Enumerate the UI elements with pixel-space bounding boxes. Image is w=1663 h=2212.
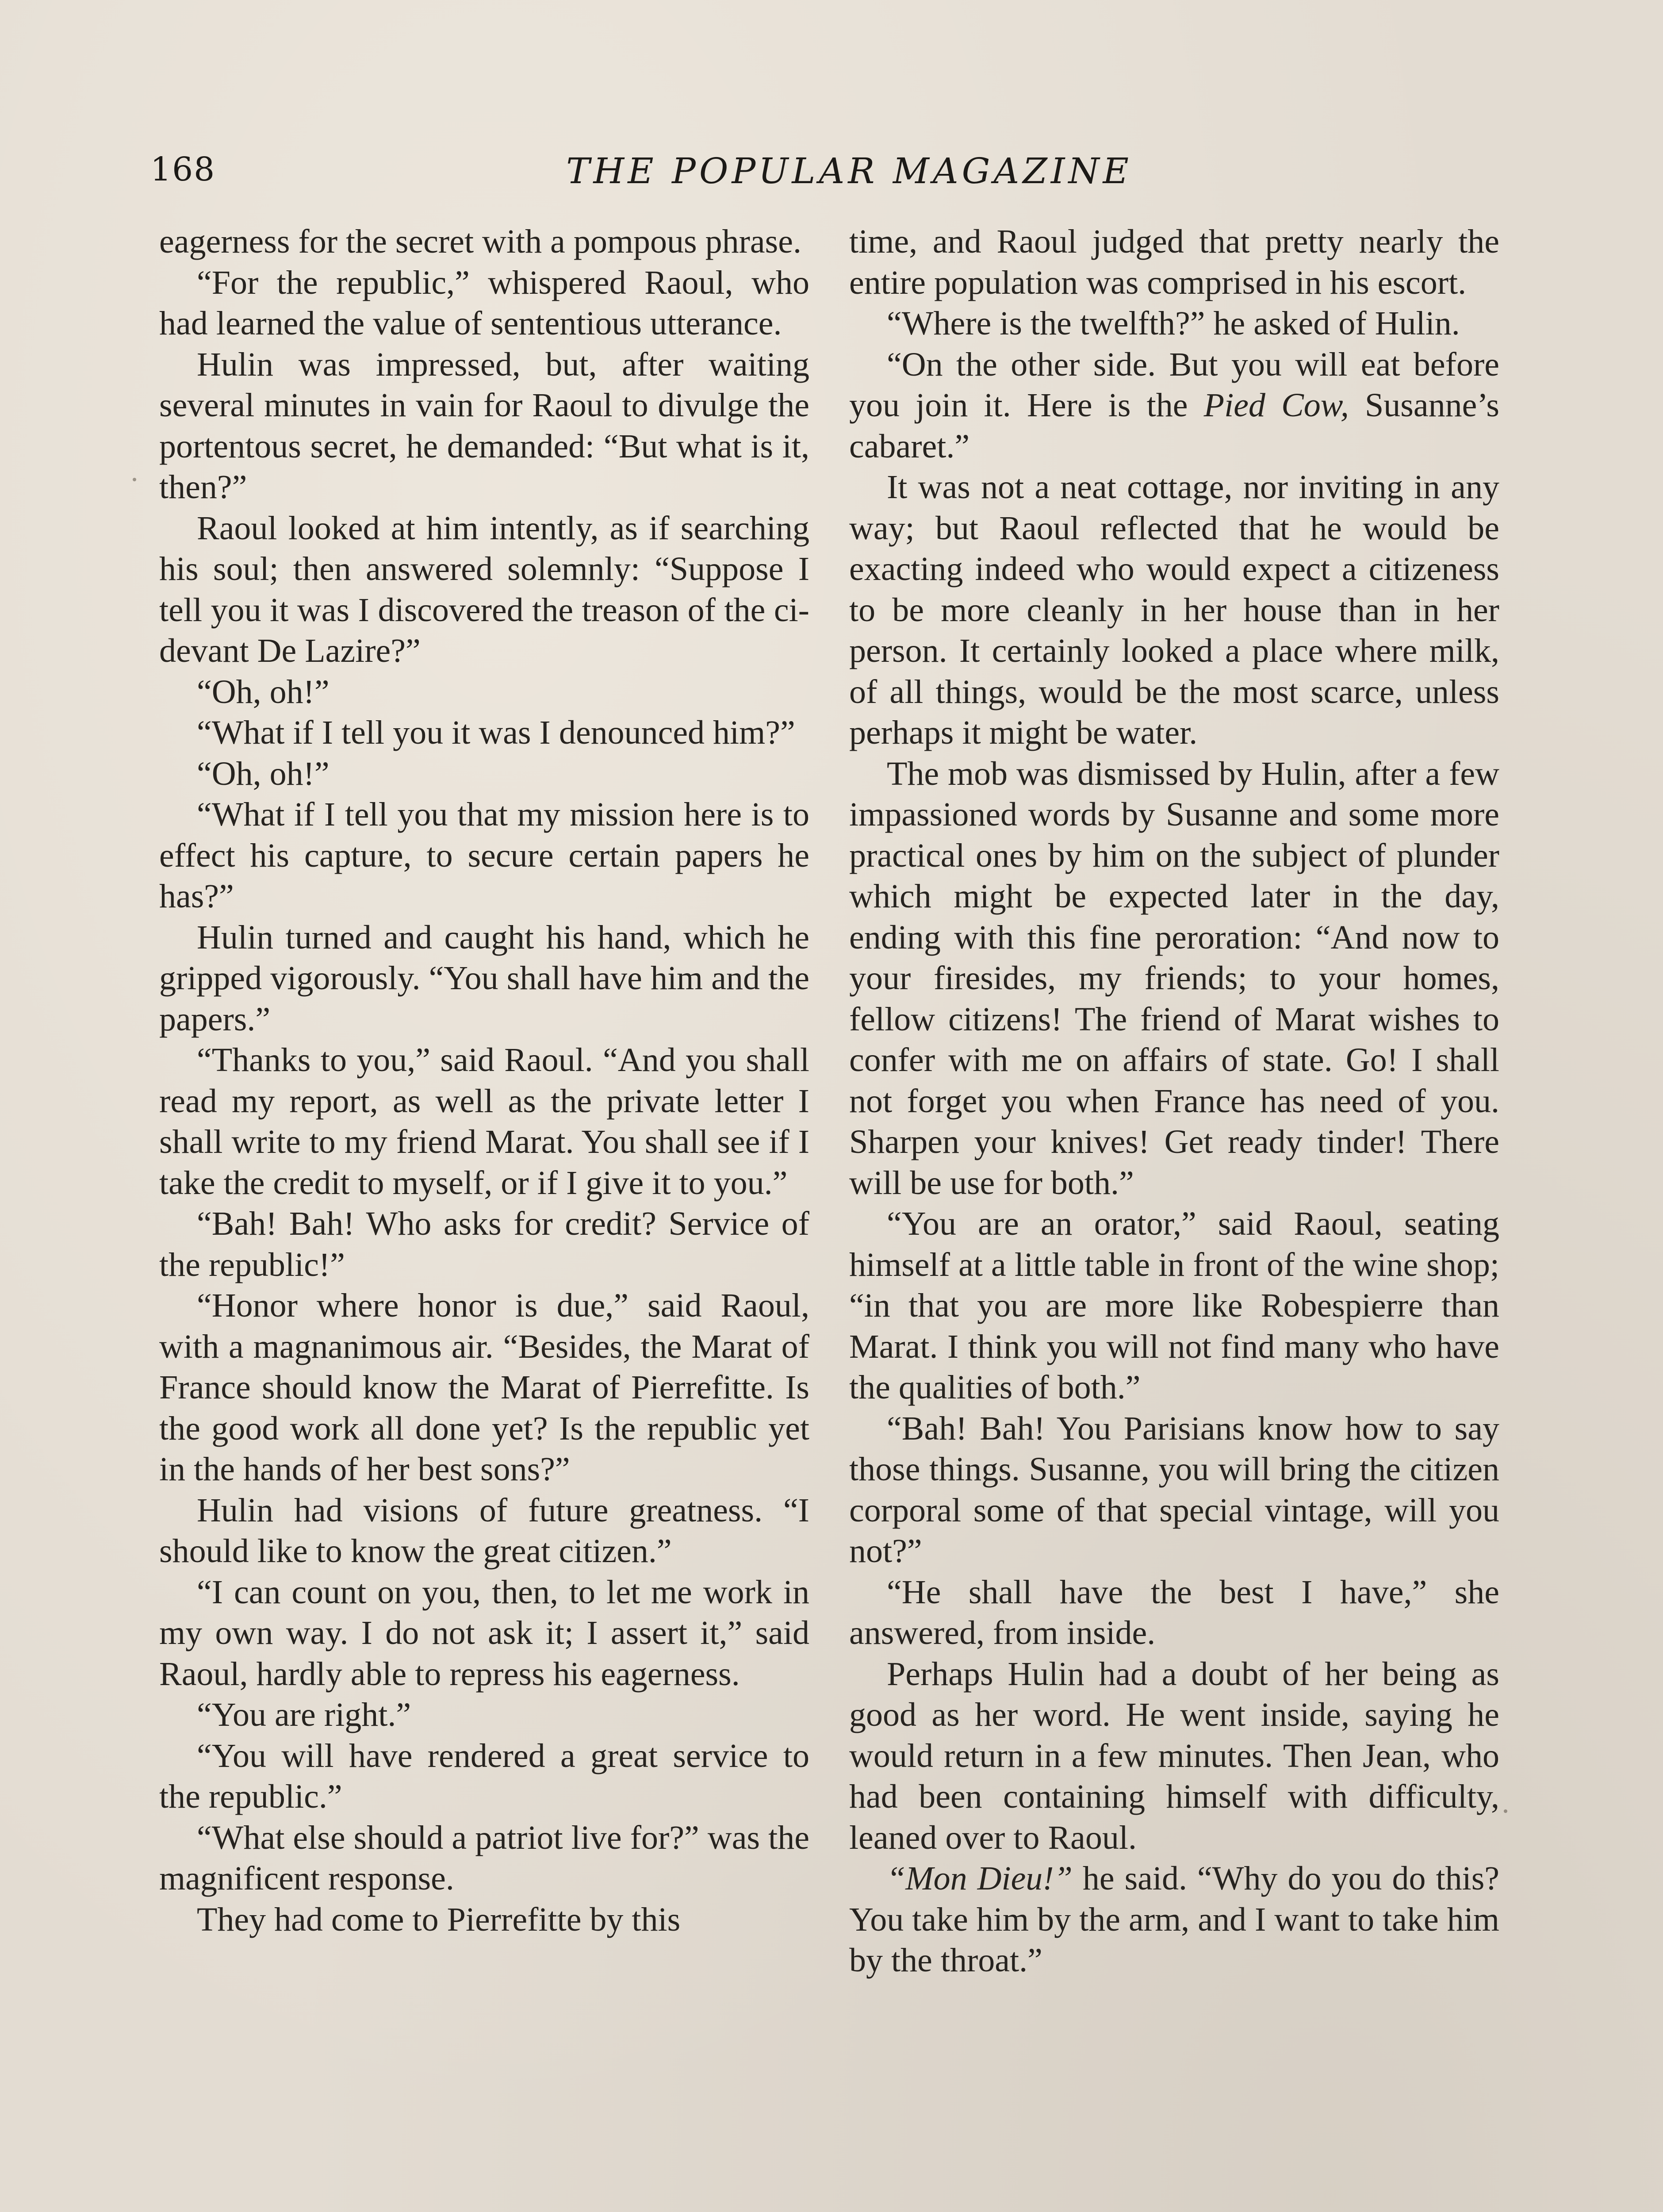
paragraph: “What if I tell you that my mission here is to effect his capture, to secure certain papers he has?” — [159, 796, 809, 915]
paragraph: “Bah! Bah! Who asks for credit? Service of the republic!” — [159, 1205, 809, 1283]
paragraph-text: “On the other side. But you will eat before you join it. Here is the — [849, 346, 1499, 424]
paragraph: “He shall have the best I have,” she answered, from inside. — [849, 1573, 1499, 1651]
paragraph: eagerness for the secret with a pompous phrase. — [159, 223, 801, 260]
paragraph: Hulin had visions of future greatness. “I should like to know the great citizen.” — [159, 1491, 809, 1570]
paragraph: They had come to Pierrefitte by this — [197, 1901, 681, 1938]
paragraph: “For the republic,” whispered Raoul, who had learned the value of sententious utterance. — [159, 264, 809, 342]
right-column — [849, 221, 1499, 1981]
running-head: THE POPULAR MAGAZINE — [566, 150, 1132, 192]
paragraph: “Oh, oh!” — [197, 755, 330, 792]
paragraph: Hulin was impressed, but, after waiting several minutes in vain for Raoul to divulge the portentous secret, he demanded: “But what is it, then?” — [159, 346, 809, 506]
paper-speck — [1504, 1809, 1507, 1813]
paragraph: The mob was dismissed by Hulin, after a few impassioned words by Susanne and some more practical ones by him on the subject of plunder which might be expected later in the day, ending with this fine peroration: “And now to your firesides, my friends; to your homes, fellow citizens! The friend of Marat wishes to confer with me on affairs of state. Go! I shall not forget you when France has need of you. Sharpen your knives! Get ready tinder! There will be use for both.” — [849, 755, 1499, 1202]
paragraph-text: Susanne’s cabaret.” — [849, 387, 1500, 465]
paragraph: “I can count on you, then, to let me work in my own way. I do not ask it; I assert it,” said Raoul, hardly able to repress his eagerness. — [159, 1573, 809, 1693]
paragraph: “What if I tell you it was I denounced him?” — [197, 714, 795, 751]
paragraph: Hulin turned and caught his hand, which he gripped vigorously. “You shall have him and the papers.” — [159, 918, 809, 1038]
paragraph: “You are an orator,” said Raoul, seating himself at a little table in front of the wine shop; “in that you are more like Robespierre than Marat. I think you will not find many who have the qualities of both.” — [849, 1205, 1499, 1406]
paragraph: “Where is the twelfth?” he asked of Hulin. — [887, 305, 1460, 342]
paragraph-text: he said. “Why do you do this? You take him by the arm, and I want to take him by the throat.” — [849, 1860, 1499, 1979]
page-number: 168 — [150, 150, 216, 188]
paragraph: It was not a neat cottage, nor inviting in any way; but Raoul reflected that he would be exacting indeed who would expect a citizeness to be more cleanly in her house than in her person. It certainly looked a place where milk, of all things, would be the most scarce, unless perhaps it might be water. — [849, 469, 1499, 751]
left-column — [159, 221, 809, 1940]
paragraph: “You will have rendered a great service to the republic.” — [159, 1737, 809, 1815]
paragraph: Raoul looked at him intently, as if searching his soul; then answered solemnly: “Suppose I tell you it was I discovered the treason of the ci-devant De Lazire?” — [159, 509, 809, 669]
paragraph — [849, 1858, 1499, 1981]
paragraph: “What else should a patriot live for?” was the magnificent response. — [159, 1819, 809, 1897]
page-header — [150, 150, 1486, 208]
italic-exclamation: “Mon Dieu!” — [887, 1860, 1073, 1897]
paper-speck — [133, 478, 136, 481]
paragraph — [849, 344, 1499, 467]
paragraph: “Thanks to you,” said Raoul. “And you shall read my report, as well as the private letter I shall write to my friend Marat. You shall see if I take the credit to myself, or if I give it to you.” — [159, 1041, 809, 1202]
italic-title: Pied Cow, — [1203, 387, 1349, 424]
paragraph: “You are right.” — [197, 1696, 411, 1733]
paragraph: “Honor where honor is due,” said Raoul, with a magnanimous air. “Besides, the Marat of France should know the Marat of Pierrefitte. Is the good work all done yet? Is the republic yet in the hands of her best sons?” — [159, 1287, 809, 1488]
paragraph: time, and Raoul judged that pretty nearly the entire population was comprised in his escort. — [849, 223, 1499, 301]
paragraph: “Bah! Bah! You Parisians know how to say those things. Susanne, you will bring the citizen corporal some of that special vintage, will you not?” — [849, 1409, 1499, 1570]
paragraph: Perhaps Hulin had a doubt of her being as good as her word. He went inside, saying he would return in a few minutes. Then Jean, who had been containing himself with difficulty, leaned over to Raoul. — [849, 1655, 1499, 1856]
paragraph: “Oh, oh!” — [197, 673, 330, 710]
